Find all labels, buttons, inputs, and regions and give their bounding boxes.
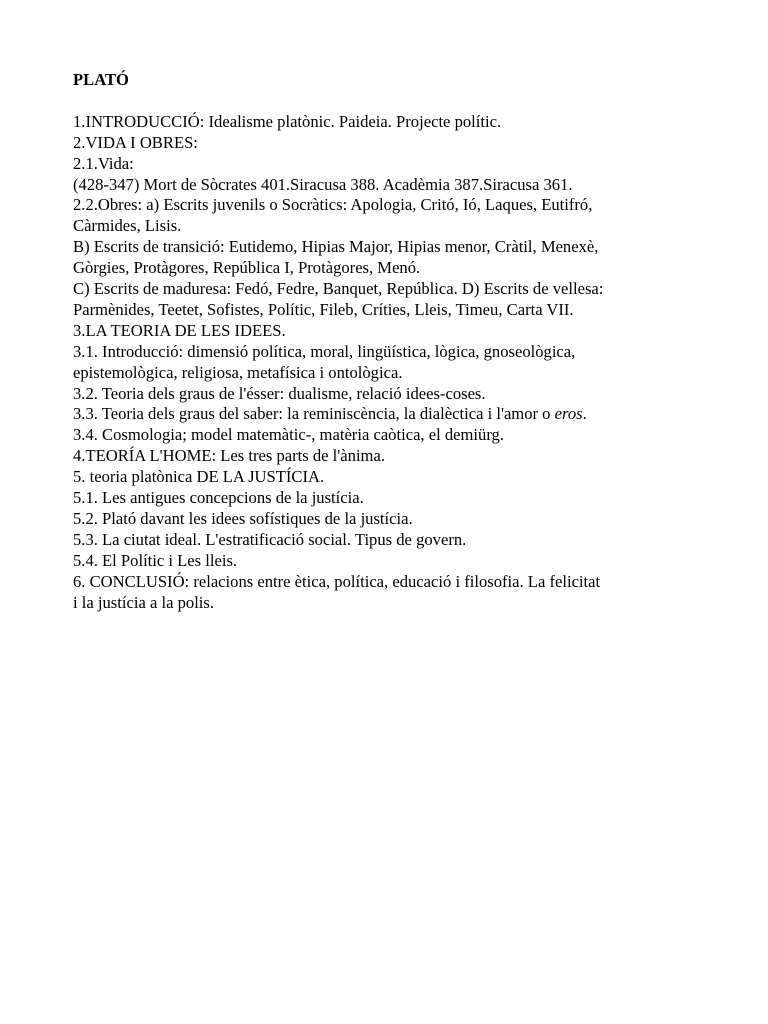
eros-italic-word: eros xyxy=(554,404,583,424)
outline-line: 6. CONCLUSIÓ: relacions entre ètica, política, educació i filosofia. La felicitat xyxy=(73,571,601,591)
outline-line: epistemològica, religiosa, metafísica i ontològica. xyxy=(73,362,403,382)
outline-line: 5.3. La ciutat ideal. L'estratificació social. Tipus de govern. xyxy=(73,529,467,549)
outline-line: 5.4. El Polític i Les lleis. xyxy=(73,550,238,570)
outline-line: 1.INTRODUCCIÓ: Idealisme platònic. Paideia. Projecte polític. xyxy=(73,111,502,131)
outline-line: 3.2. Teoria dels graus de l'ésser: dualisme, relació idees-coses. xyxy=(73,383,486,403)
outline-line: 5.2. Plató davant les idees sofístiques de la justícia. xyxy=(73,509,413,528)
outline-line: 3.4. Cosmologia; model matemàtic-, matèria caòtica, el demiürg. xyxy=(73,425,504,445)
outline-line: Gòrgies, Protàgores, República I, Protàgores, Menó. xyxy=(73,258,421,278)
outline-line: 2.1.Vida: xyxy=(73,153,134,173)
outline-line: 5.1. Les antigues concepcions de la justícia. xyxy=(73,488,364,508)
outline-line: Càrmides, Lisis. xyxy=(73,216,182,236)
outline-line: 4.TEORÍA L'HOME: Les tres parts de l'ànima. xyxy=(73,446,385,466)
outline-line: 3.LA TEORIA DE LES IDEES. xyxy=(73,320,286,340)
outline-line: 2.2.Obres: a) Escrits juvenils o Socràtics: Apologia, Critó, Ió, Laques, Eutifró, xyxy=(73,195,593,215)
document-page xyxy=(73,70,713,614)
document-title: PLATÓ xyxy=(73,70,129,89)
outline-line: 5. teoria platònica DE LA JUSTÍCIA. xyxy=(73,467,325,487)
blank-line xyxy=(73,91,713,112)
outline-line: 3.1. Introducció: dimensió política, moral, lingüística, lògica, gnoseològica, xyxy=(73,341,576,361)
outline-line: (428-347) Mort de Sòcrates 401.Siracusa 388. Acadèmia 387.Siracusa 361. xyxy=(73,174,573,194)
outline-line: 2.VIDA I OBRES: xyxy=(73,132,198,152)
eros-line-prefix: 3.3. Teoria dels graus del saber: la reminiscència, la dialèctica i l'amor o xyxy=(73,404,555,424)
eros-line-suffix: . xyxy=(582,404,587,424)
outline-line-eros xyxy=(73,404,713,425)
outline-line: i la justícia a la polis. xyxy=(73,592,215,612)
outline-line: Parmènides, Teetet, Sofistes, Polític, Fileb, Críties, Lleis, Timeu, Carta VII. xyxy=(73,299,574,319)
outline-line: C) Escrits de maduresa: Fedó, Fedre, Banquet, República. D) Escrits de vellesa: xyxy=(73,279,604,299)
outline-line: B) Escrits de transició: Eutidemo, Hipias Major, Hipias menor, Cràtil, Menexè, xyxy=(73,237,599,257)
